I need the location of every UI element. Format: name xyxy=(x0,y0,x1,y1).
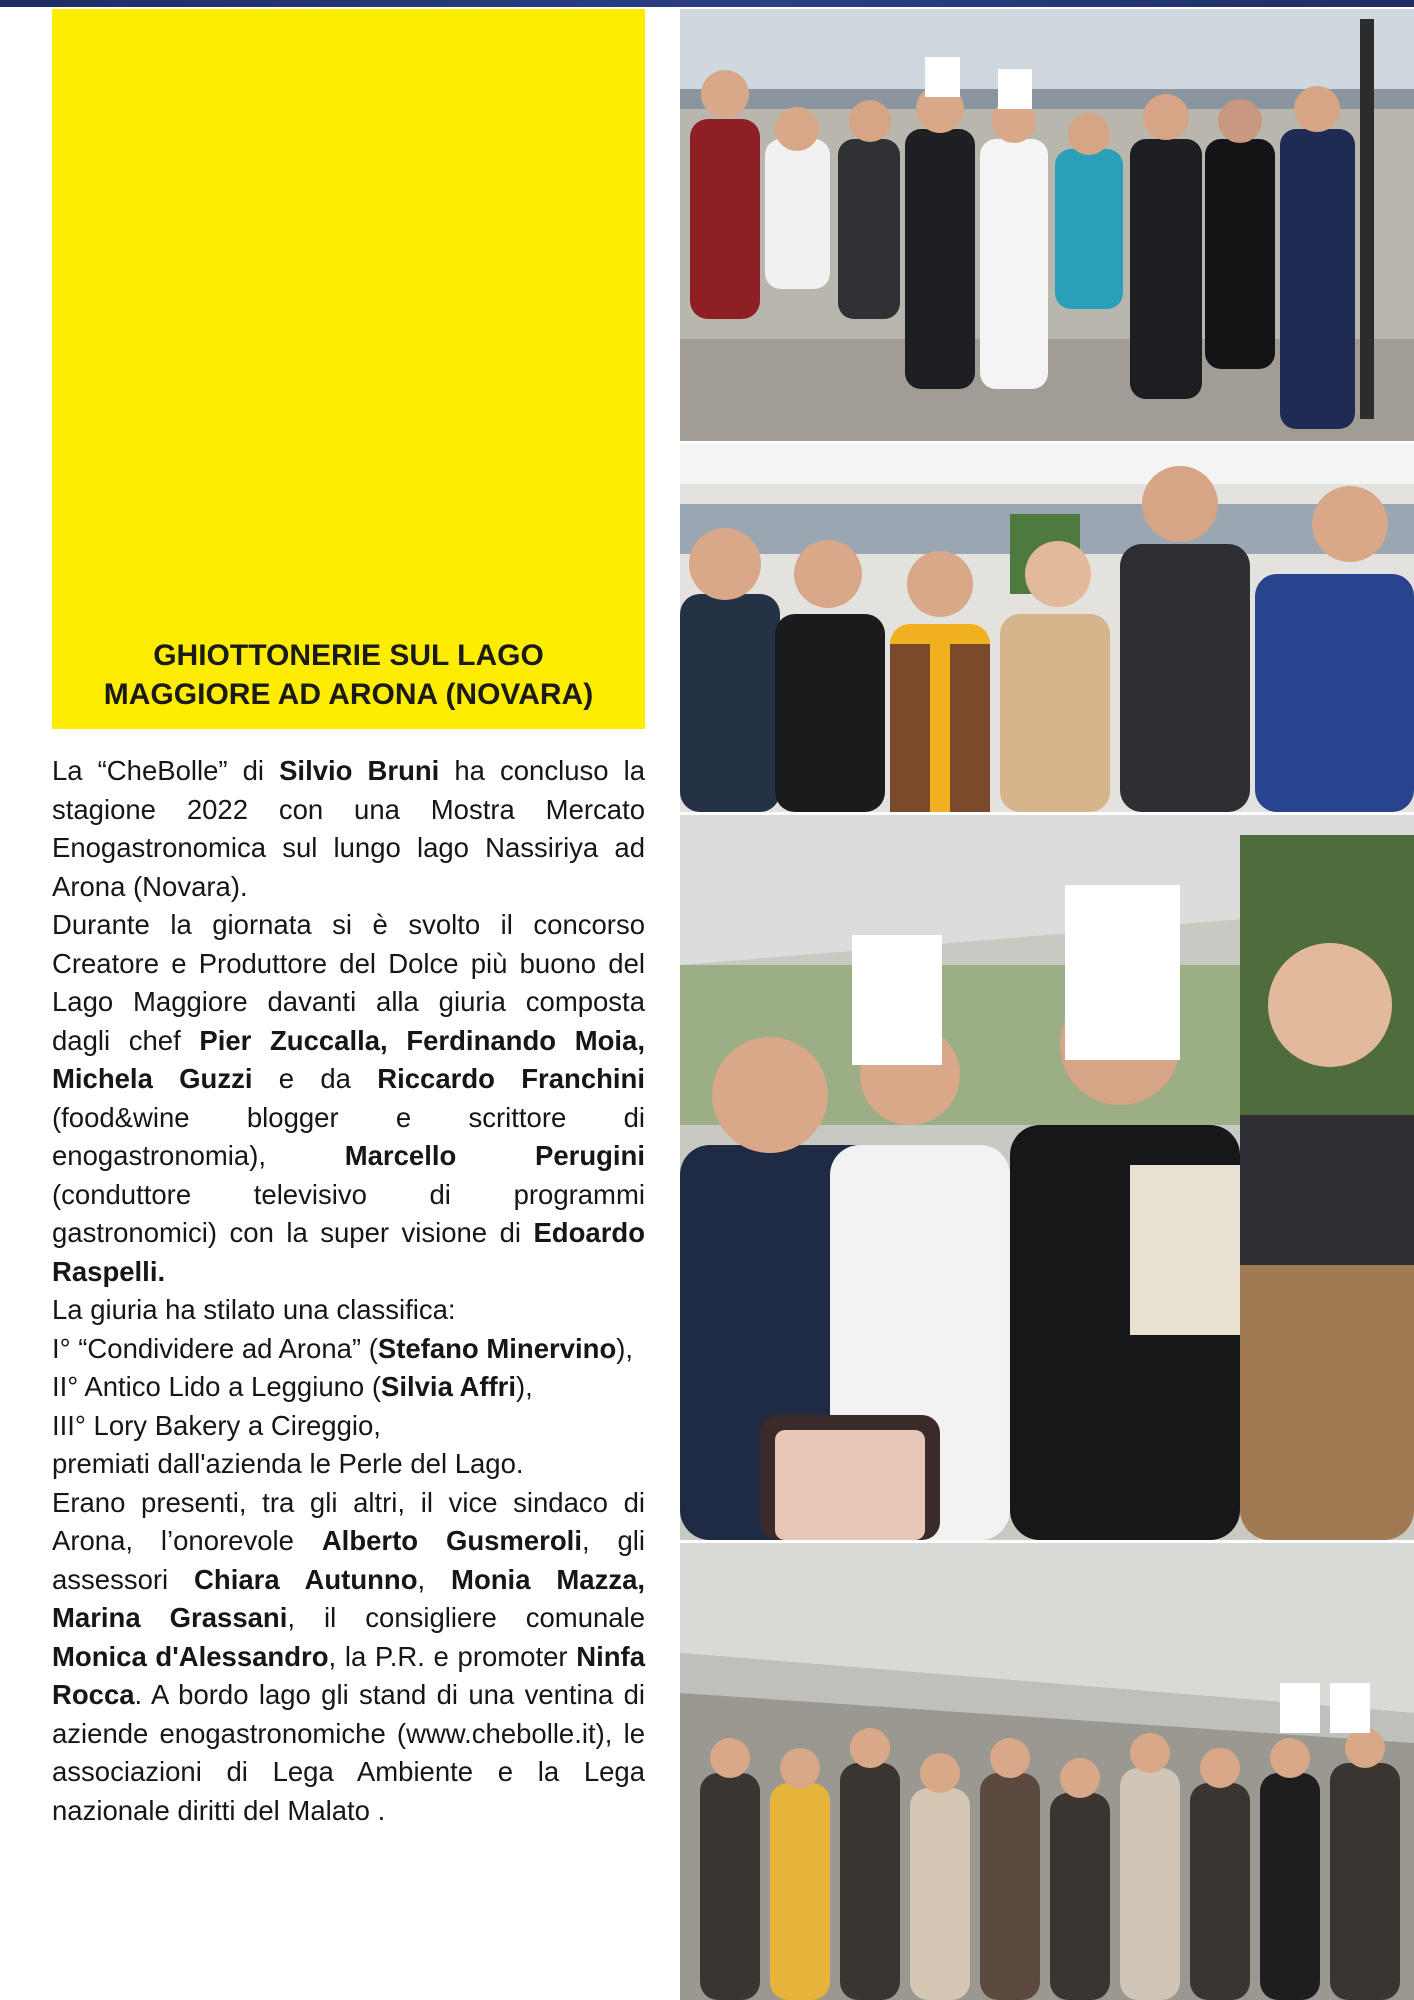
paragraph-award: premiati dall'azienda le Perle del Lago. xyxy=(52,1448,524,1479)
chefs-award-photo xyxy=(680,815,1414,1540)
text-run: (food&wine blogger e scrittore di enogastronomia), xyxy=(52,1101,645,1171)
text-run: , la P.R. e promoter xyxy=(328,1640,577,1672)
text-run: Durante la giornata si è svolto il concorso Creatore e Produttore del Dolce più buono del Lago Maggiore davanti alla giuria composta dagli chef xyxy=(52,909,645,1056)
headline-color-block xyxy=(52,9,645,729)
person-name: Riccardo Franchini xyxy=(377,1063,646,1094)
person-names: Pier Zuccalla, Ferdinando Moia, Michela Guzzi xyxy=(52,1024,645,1094)
crowd-event-photo xyxy=(680,1543,1414,2000)
text-run: ha concluso la stagione 2022 con una Mostra Mercato Enogastronomica sul lungo lago Nassiriya ad Arona (Novara). xyxy=(52,755,646,902)
text-run: ), xyxy=(616,1332,634,1364)
paragraph-jury xyxy=(52,906,645,1291)
person-names: Monia Mazza, Marina Grassani xyxy=(52,1563,646,1633)
text-run: , xyxy=(417,1563,452,1595)
group-photo-lakeside xyxy=(680,9,1414,441)
person-name: Marcello Perugini xyxy=(344,1140,645,1171)
ranking-second xyxy=(52,1368,645,1407)
text-run: . A bordo lago gli stand di una ventina di aziende enogastronomiche (www.chebolle.it), le associazioni di Lega Ambiente e la Lega nazionale diritti del Malato . xyxy=(52,1679,645,1826)
person-name: Ninfa Rocca xyxy=(52,1640,645,1710)
headline-line-2: MAGGIORE AD ARONA (NOVARA) xyxy=(103,678,594,711)
text-run: , il consigliere comunale xyxy=(287,1602,645,1633)
text-run: ), xyxy=(516,1371,533,1402)
ranking-first xyxy=(52,1330,645,1369)
text-run: La “CheBolle” di xyxy=(52,755,280,786)
person-name: Stefano Minervino xyxy=(377,1332,617,1364)
text-run: e da xyxy=(252,1063,378,1094)
paragraph-attendees xyxy=(52,1484,645,1831)
person-name: Silvio Bruni xyxy=(279,755,440,786)
text-run: Erano presenti, tra gli altri, il vice sindaco di Arona, l’onorevole xyxy=(52,1486,645,1556)
person-name: Silvia Affri xyxy=(381,1371,517,1402)
text-run: , gli assessori xyxy=(52,1525,646,1595)
article-body xyxy=(52,752,645,1830)
text-run: I° “Condividere ad Arona” ( xyxy=(52,1332,378,1364)
person-name: Monica d'Alessandro xyxy=(52,1640,329,1672)
group-photo-tent xyxy=(680,444,1414,812)
paragraph-ranking-intro: La giuria ha stilato una classifica: xyxy=(52,1294,456,1325)
ranking-third: III° Lory Bakery a Cireggio, xyxy=(52,1409,381,1441)
article-headline xyxy=(52,636,645,714)
headline-line-1: GHIOTTONERIE SUL LAGO xyxy=(153,639,544,672)
paragraph-intro xyxy=(52,752,645,906)
person-name: Chiara Autunno xyxy=(194,1563,418,1595)
top-color-bar xyxy=(0,0,1414,7)
person-name: Alberto Gusmeroli xyxy=(321,1525,582,1556)
text-run: II° Antico Lido a Leggiuno ( xyxy=(52,1371,382,1402)
person-name: Edoardo Raspelli. xyxy=(52,1217,645,1287)
text-run: (conduttore televisivo di programmi gastronomici) con la super visione di xyxy=(52,1178,645,1248)
